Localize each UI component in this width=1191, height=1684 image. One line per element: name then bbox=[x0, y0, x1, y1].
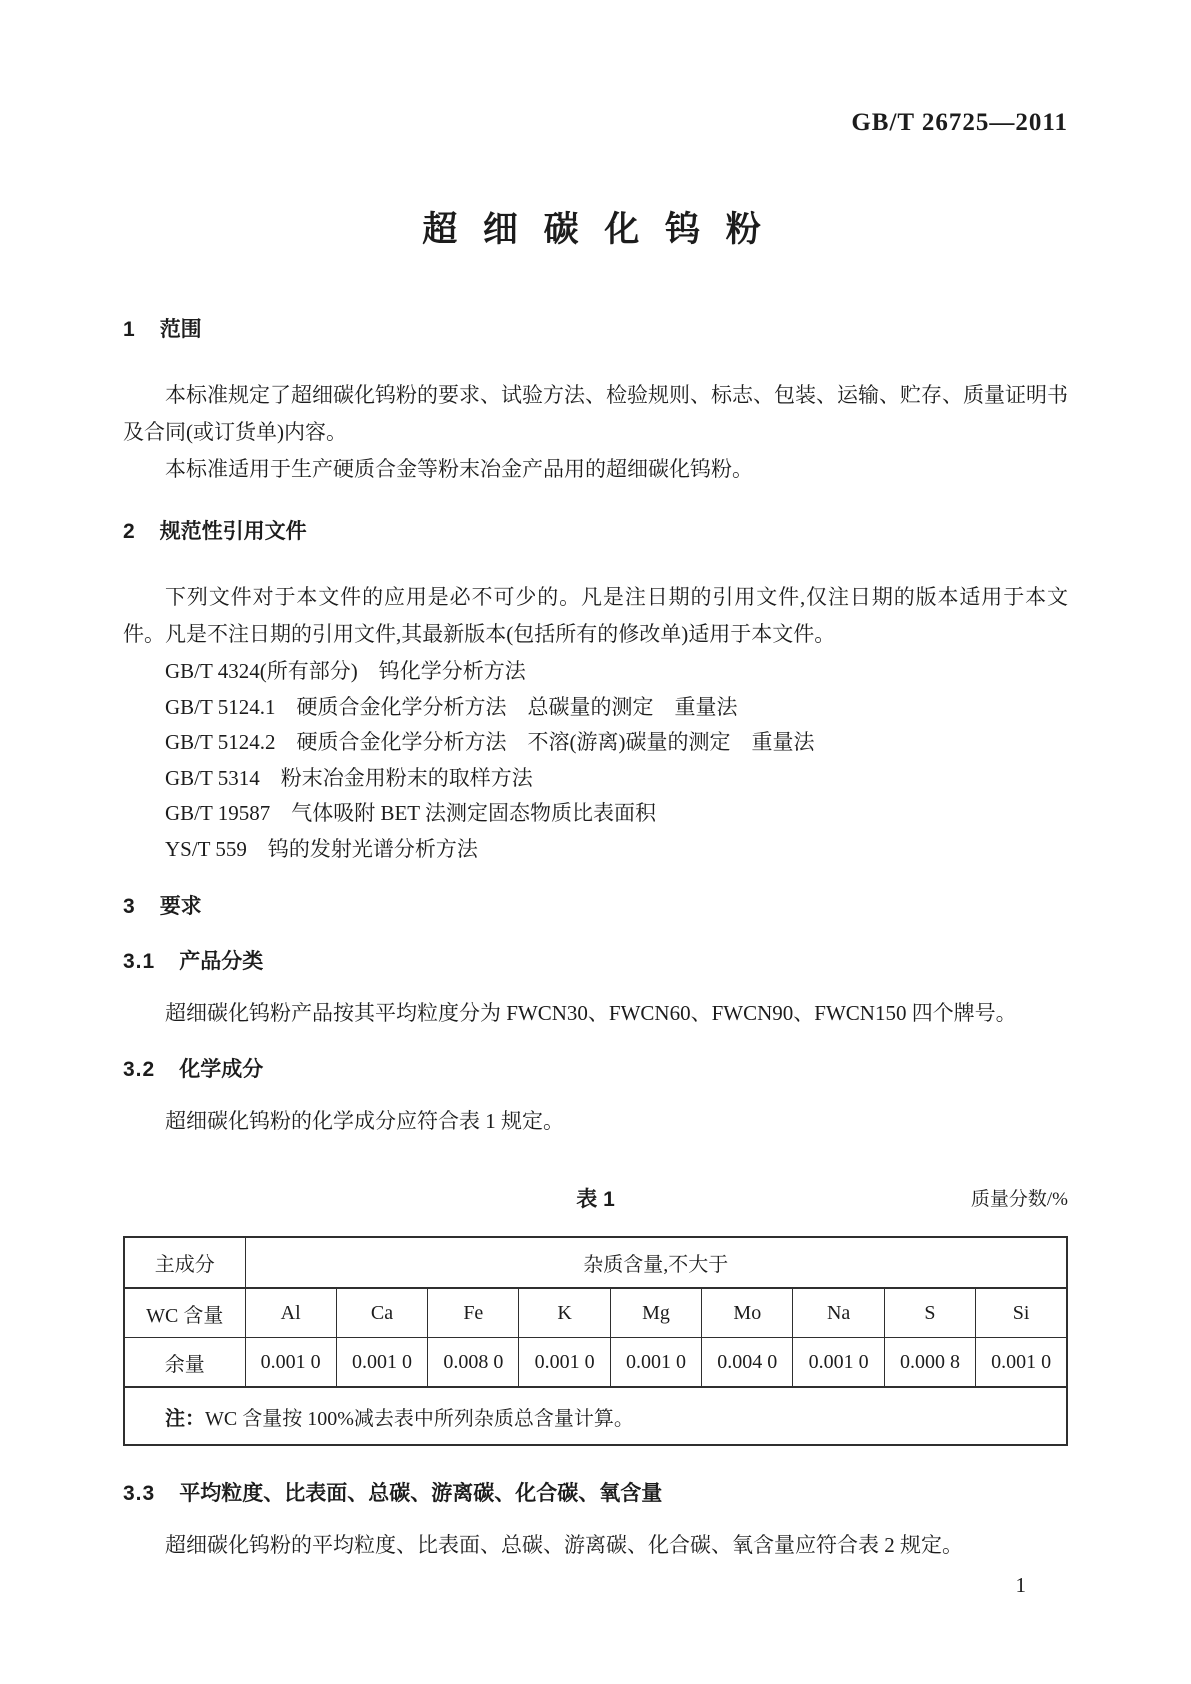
particle-size-paragraph: 超细碳化钨粉的平均粒度、比表面、总碳、游离碳、化合碳、氧含量应符合表 2 规定。 bbox=[165, 1533, 963, 1557]
table-row-header-2 bbox=[124, 1288, 1067, 1338]
main-component-header-cell: 主成分 bbox=[124, 1237, 245, 1288]
value-cell: 0.004 0 bbox=[702, 1338, 793, 1388]
table-row-note bbox=[124, 1387, 1067, 1445]
element-cell: Si bbox=[976, 1288, 1067, 1338]
balance-label-cell: 余量 bbox=[124, 1338, 245, 1388]
value-cell: 0.001 0 bbox=[793, 1338, 884, 1388]
scope-paragraph-1: 本标准规定了超细碳化钨粉的要求、试验方法、检验规则、标志、包装、运输、贮存、质量证明书及合同(或订货单)内容。 bbox=[123, 383, 1068, 444]
table-1-caption-row bbox=[123, 1186, 1068, 1214]
impurity-header-cell: 杂质含量,不大于 bbox=[245, 1237, 1067, 1288]
element-cell: Fe bbox=[428, 1288, 519, 1338]
table-row-values bbox=[124, 1338, 1067, 1388]
section-3-3-title: 平均粒度、比表面、总碳、游离碳、化合碳、氧含量 bbox=[179, 1482, 663, 1505]
section-1-heading bbox=[123, 316, 1068, 343]
table-1-unit-label: 质量分数/% bbox=[970, 1189, 1068, 1210]
scope-paragraph-2: 本标准适用于生产硬质合金等粉末冶金产品用的超细碳化钨粉。 bbox=[165, 457, 753, 481]
element-cell: Na bbox=[793, 1288, 884, 1338]
element-cell: Mo bbox=[702, 1288, 793, 1338]
section-3-1-number: 3.1 bbox=[123, 950, 156, 973]
value-cell: 0.001 0 bbox=[519, 1338, 610, 1388]
section-3-3-heading bbox=[123, 1480, 1068, 1507]
section-3-2-heading bbox=[123, 1056, 1068, 1083]
table-row-header-1 bbox=[124, 1237, 1067, 1288]
normative-references-intro: 下列文件对于本文件的应用是必不可少的。凡是注日期的引用文件,仅注日期的版本适用于本文件。凡是不注日期的引用文件,其最新版本(包括所有的修改单)适用于本文件。 bbox=[123, 585, 1068, 646]
section-3-1-heading bbox=[123, 948, 1068, 975]
normative-references-list bbox=[123, 654, 1068, 867]
element-cell: Ca bbox=[336, 1288, 427, 1338]
section-3-title: 要求 bbox=[159, 895, 202, 918]
element-cell: K bbox=[519, 1288, 610, 1338]
standard-code-header: GB/T 26725—2011 bbox=[851, 109, 1068, 136]
section-3-3-number: 3.3 bbox=[123, 1482, 156, 1505]
section-1-number: 1 bbox=[123, 318, 136, 341]
reference-item: GB/T 4324(所有部分) 钨化学分析方法 bbox=[165, 659, 526, 683]
section-2-number: 2 bbox=[123, 520, 136, 543]
page-content bbox=[0, 108, 1191, 1600]
chemical-composition-paragraph: 超细碳化钨粉的化学成分应符合表 1 规定。 bbox=[165, 1109, 564, 1133]
table-1 bbox=[123, 1236, 1068, 1446]
element-cell: S bbox=[884, 1288, 975, 1338]
reference-item: GB/T 5314 粉末冶金用粉末的取样方法 bbox=[165, 765, 533, 790]
note-label: 注： bbox=[165, 1407, 205, 1430]
section-3-heading bbox=[123, 893, 1068, 920]
element-cell: Mg bbox=[610, 1288, 701, 1338]
reference-item: GB/T 5124.1 硬质合金化学分析方法 总碳量的测定 重量法 bbox=[165, 694, 738, 719]
value-cell: 0.001 0 bbox=[336, 1338, 427, 1388]
section-3-1-title: 产品分类 bbox=[179, 950, 264, 973]
classification-paragraph: 超细碳化钨粉产品按其平均粒度分为 FWCN30、FWCN60、FWCN90、FWCN150 四个牌号。 bbox=[165, 1001, 1017, 1025]
page-number: 1 bbox=[1015, 1573, 1026, 1597]
value-cell: 0.008 0 bbox=[428, 1338, 519, 1388]
wc-label-cell: WC 含量 bbox=[124, 1288, 245, 1338]
value-cell: 0.001 0 bbox=[976, 1338, 1067, 1388]
section-3-2-title: 化学成分 bbox=[179, 1058, 264, 1081]
section-2-title: 规范性引用文件 bbox=[159, 520, 307, 543]
element-cell: Al bbox=[245, 1288, 336, 1338]
reference-item: GB/T 19587 气体吸附 BET 法测定固态物质比表面积 bbox=[165, 801, 656, 825]
value-cell: 0.001 0 bbox=[245, 1338, 336, 1388]
reference-item: GB/T 5124.2 硬质合金化学分析方法 不溶(游离)碳量的测定 重量法 bbox=[165, 730, 815, 754]
value-cell: 0.000 8 bbox=[884, 1338, 975, 1388]
document-title: 超 细 碳 化 钨 粉 bbox=[422, 210, 769, 249]
section-1-title: 范围 bbox=[159, 318, 202, 341]
table-1-caption: 表 1 bbox=[576, 1188, 615, 1211]
section-3-2-number: 3.2 bbox=[123, 1058, 156, 1081]
value-cell: 0.001 0 bbox=[610, 1338, 701, 1388]
section-2-heading bbox=[123, 518, 1068, 545]
note-text: WC 含量按 100%减去表中所列杂质总含量计算。 bbox=[205, 1407, 634, 1430]
section-3-number: 3 bbox=[123, 895, 136, 918]
table-note-cell bbox=[124, 1387, 1067, 1445]
reference-item: YS/T 559 钨的发射光谱分析方法 bbox=[165, 836, 478, 861]
